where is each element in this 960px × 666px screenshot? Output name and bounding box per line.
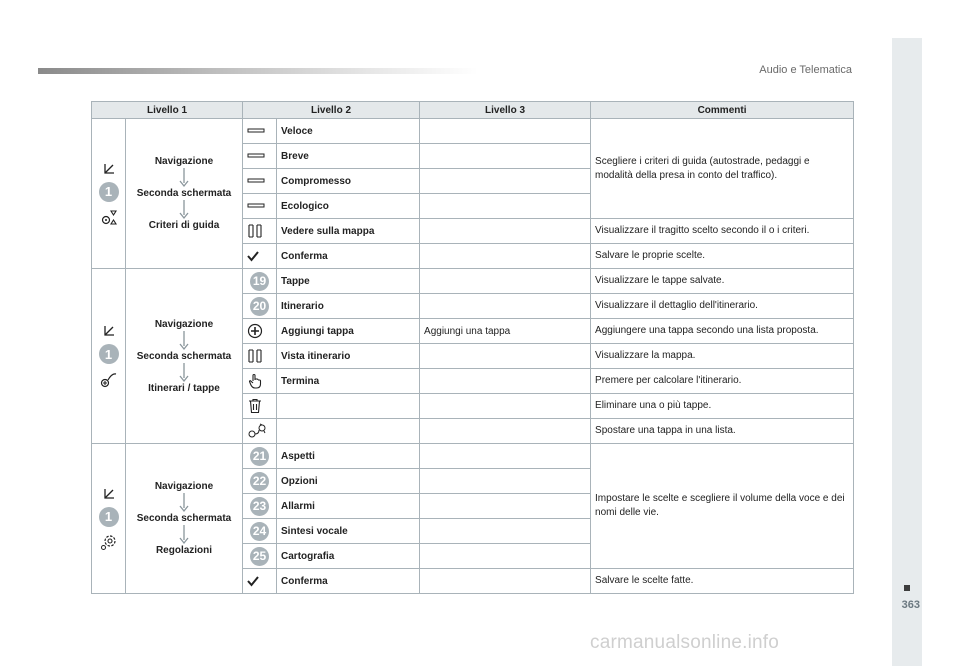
level2-label: Termina: [277, 369, 420, 394]
comment-cell: Visualizzare il dettaglio dell'itinerario.: [591, 294, 854, 319]
comment-cell: Aggiungere una tappa secondo una lista proposta.: [591, 319, 854, 344]
arrow-down-icon: [178, 167, 190, 188]
nav-step-2: Seconda schermata: [136, 513, 232, 524]
nav-step-3: Itinerari / tappe: [148, 382, 220, 394]
side-marker: [904, 585, 910, 591]
settings-table: [91, 101, 854, 594]
level1-nav-path: [126, 119, 243, 269]
comment-cell: Salvare le scelte fatte.: [591, 569, 854, 594]
level1-badge: 1: [99, 182, 119, 202]
table-row: [92, 269, 854, 294]
arrow-down-icon: [178, 492, 190, 513]
route-add-icon: [100, 370, 118, 388]
level2-label: Tappe: [277, 269, 420, 294]
level2-label: Opzioni: [277, 469, 420, 494]
nav-step-3: Criteri di guida: [148, 220, 220, 231]
icon-cell: [243, 119, 277, 144]
table-row: [92, 119, 854, 144]
level2-label: Aggiungi tappa: [277, 319, 420, 344]
comment-cell: Spostare una tappa in una lista.: [591, 419, 854, 444]
navigation-arrow-icon: [102, 162, 116, 176]
level2-label: Breve: [277, 144, 420, 169]
watermark: carmanualsonline.info: [590, 632, 780, 653]
level1-nav-path: [126, 444, 243, 594]
level2-label: Cartografia: [277, 544, 420, 569]
table-header-row: [92, 102, 854, 119]
comment-cell: Eliminare una o più tappe.: [591, 394, 854, 419]
page-number: 363: [901, 599, 920, 611]
number-badge: 24: [250, 522, 269, 541]
comment-cell: Impostare le scelte e scegliere il volume della voce e dei nomi delle vie.: [591, 444, 854, 569]
move-stop-icon: [247, 423, 267, 439]
level2-label: Itinerario: [277, 294, 420, 319]
navigation-arrow-icon: [102, 324, 116, 338]
comment-cell: Visualizzare le tappe salvate.: [591, 269, 854, 294]
level3-label: Aggiungi una tappa: [420, 319, 591, 344]
level1-badge: 1: [99, 344, 119, 364]
checkmark-icon: [247, 250, 259, 262]
header-commenti: Commenti: [591, 102, 854, 119]
level2-label: Ecologico: [277, 194, 420, 219]
arrow-down-icon: [178, 199, 190, 220]
arrow-down-icon: [178, 362, 190, 383]
level1-nav-path: [126, 269, 243, 444]
option-bar-icon: [247, 178, 265, 184]
nav-step-3: Regolazioni: [155, 545, 213, 556]
level2-label: Compromesso: [277, 169, 420, 194]
level2-label: Sintesi vocale: [277, 519, 420, 544]
level2-label: [277, 394, 420, 419]
comment-cell: Scegliere i criteri di guida (autostrade, pedaggi e modalità della presa in conto del traffico).: [591, 119, 854, 219]
nav-step-2: Seconda schermata: [136, 188, 232, 199]
header-livello-3: Livello 3: [420, 102, 591, 119]
add-stop-icon: [247, 323, 263, 339]
level2-label: [277, 419, 420, 444]
header-livello-2: Livello 2: [243, 102, 420, 119]
level2-label: Vedere sulla mappa: [277, 219, 420, 244]
number-badge: 23: [250, 497, 269, 516]
map-view-icon: [247, 348, 263, 364]
hand-touch-icon: [247, 373, 263, 389]
comment-cell: Visualizzare la mappa.: [591, 344, 854, 369]
header-livello-1: Livello 1: [92, 102, 243, 119]
level2-label: Conferma: [277, 569, 420, 594]
number-badge: 20: [250, 297, 269, 316]
level2-label: Vista itinerario: [277, 344, 420, 369]
level3-cell: [420, 119, 591, 144]
comment-cell: Salvare le proprie scelte.: [591, 244, 854, 269]
option-bar-icon: [247, 128, 265, 134]
gear-icon: [100, 533, 118, 551]
level1-cell: [92, 119, 126, 269]
navigation-arrow-icon: [102, 487, 116, 501]
level2-label: Aspetti: [277, 444, 420, 469]
checkmark-icon: [247, 575, 259, 587]
nav-step-1: Navigazione: [154, 156, 214, 167]
nav-step-1: Navigazione: [154, 481, 214, 492]
trash-icon: [247, 398, 263, 414]
table-row: [92, 444, 854, 469]
level1-cell: [92, 269, 126, 444]
comment-cell: Visualizzare il tragitto scelto secondo il o i criteri.: [591, 219, 854, 244]
option-bar-icon: [247, 203, 265, 209]
arrow-down-icon: [178, 330, 190, 351]
number-badge: 25: [250, 547, 269, 566]
option-bar-icon: [247, 153, 265, 159]
level2-label: Allarmi: [277, 494, 420, 519]
level2-label: Veloce: [277, 119, 420, 144]
level1-badge: 1: [99, 507, 119, 527]
section-title: Audio e Telematica: [759, 64, 852, 76]
side-strip: [892, 38, 922, 666]
map-view-icon: [247, 223, 263, 239]
header-gradient-bar: [38, 68, 478, 74]
arrow-down-icon: [178, 524, 190, 545]
level1-cell: [92, 444, 126, 594]
level2-label: Conferma: [277, 244, 420, 269]
number-badge: 21: [250, 447, 269, 466]
criteria-settings-icon: [100, 208, 118, 226]
nav-step-2: Seconda schermata: [136, 350, 232, 362]
comment-cell: Premere per calcolare l'itinerario.: [591, 369, 854, 394]
number-badge: 19: [250, 272, 269, 291]
number-badge: 22: [250, 472, 269, 491]
nav-step-1: Navigazione: [154, 318, 214, 330]
